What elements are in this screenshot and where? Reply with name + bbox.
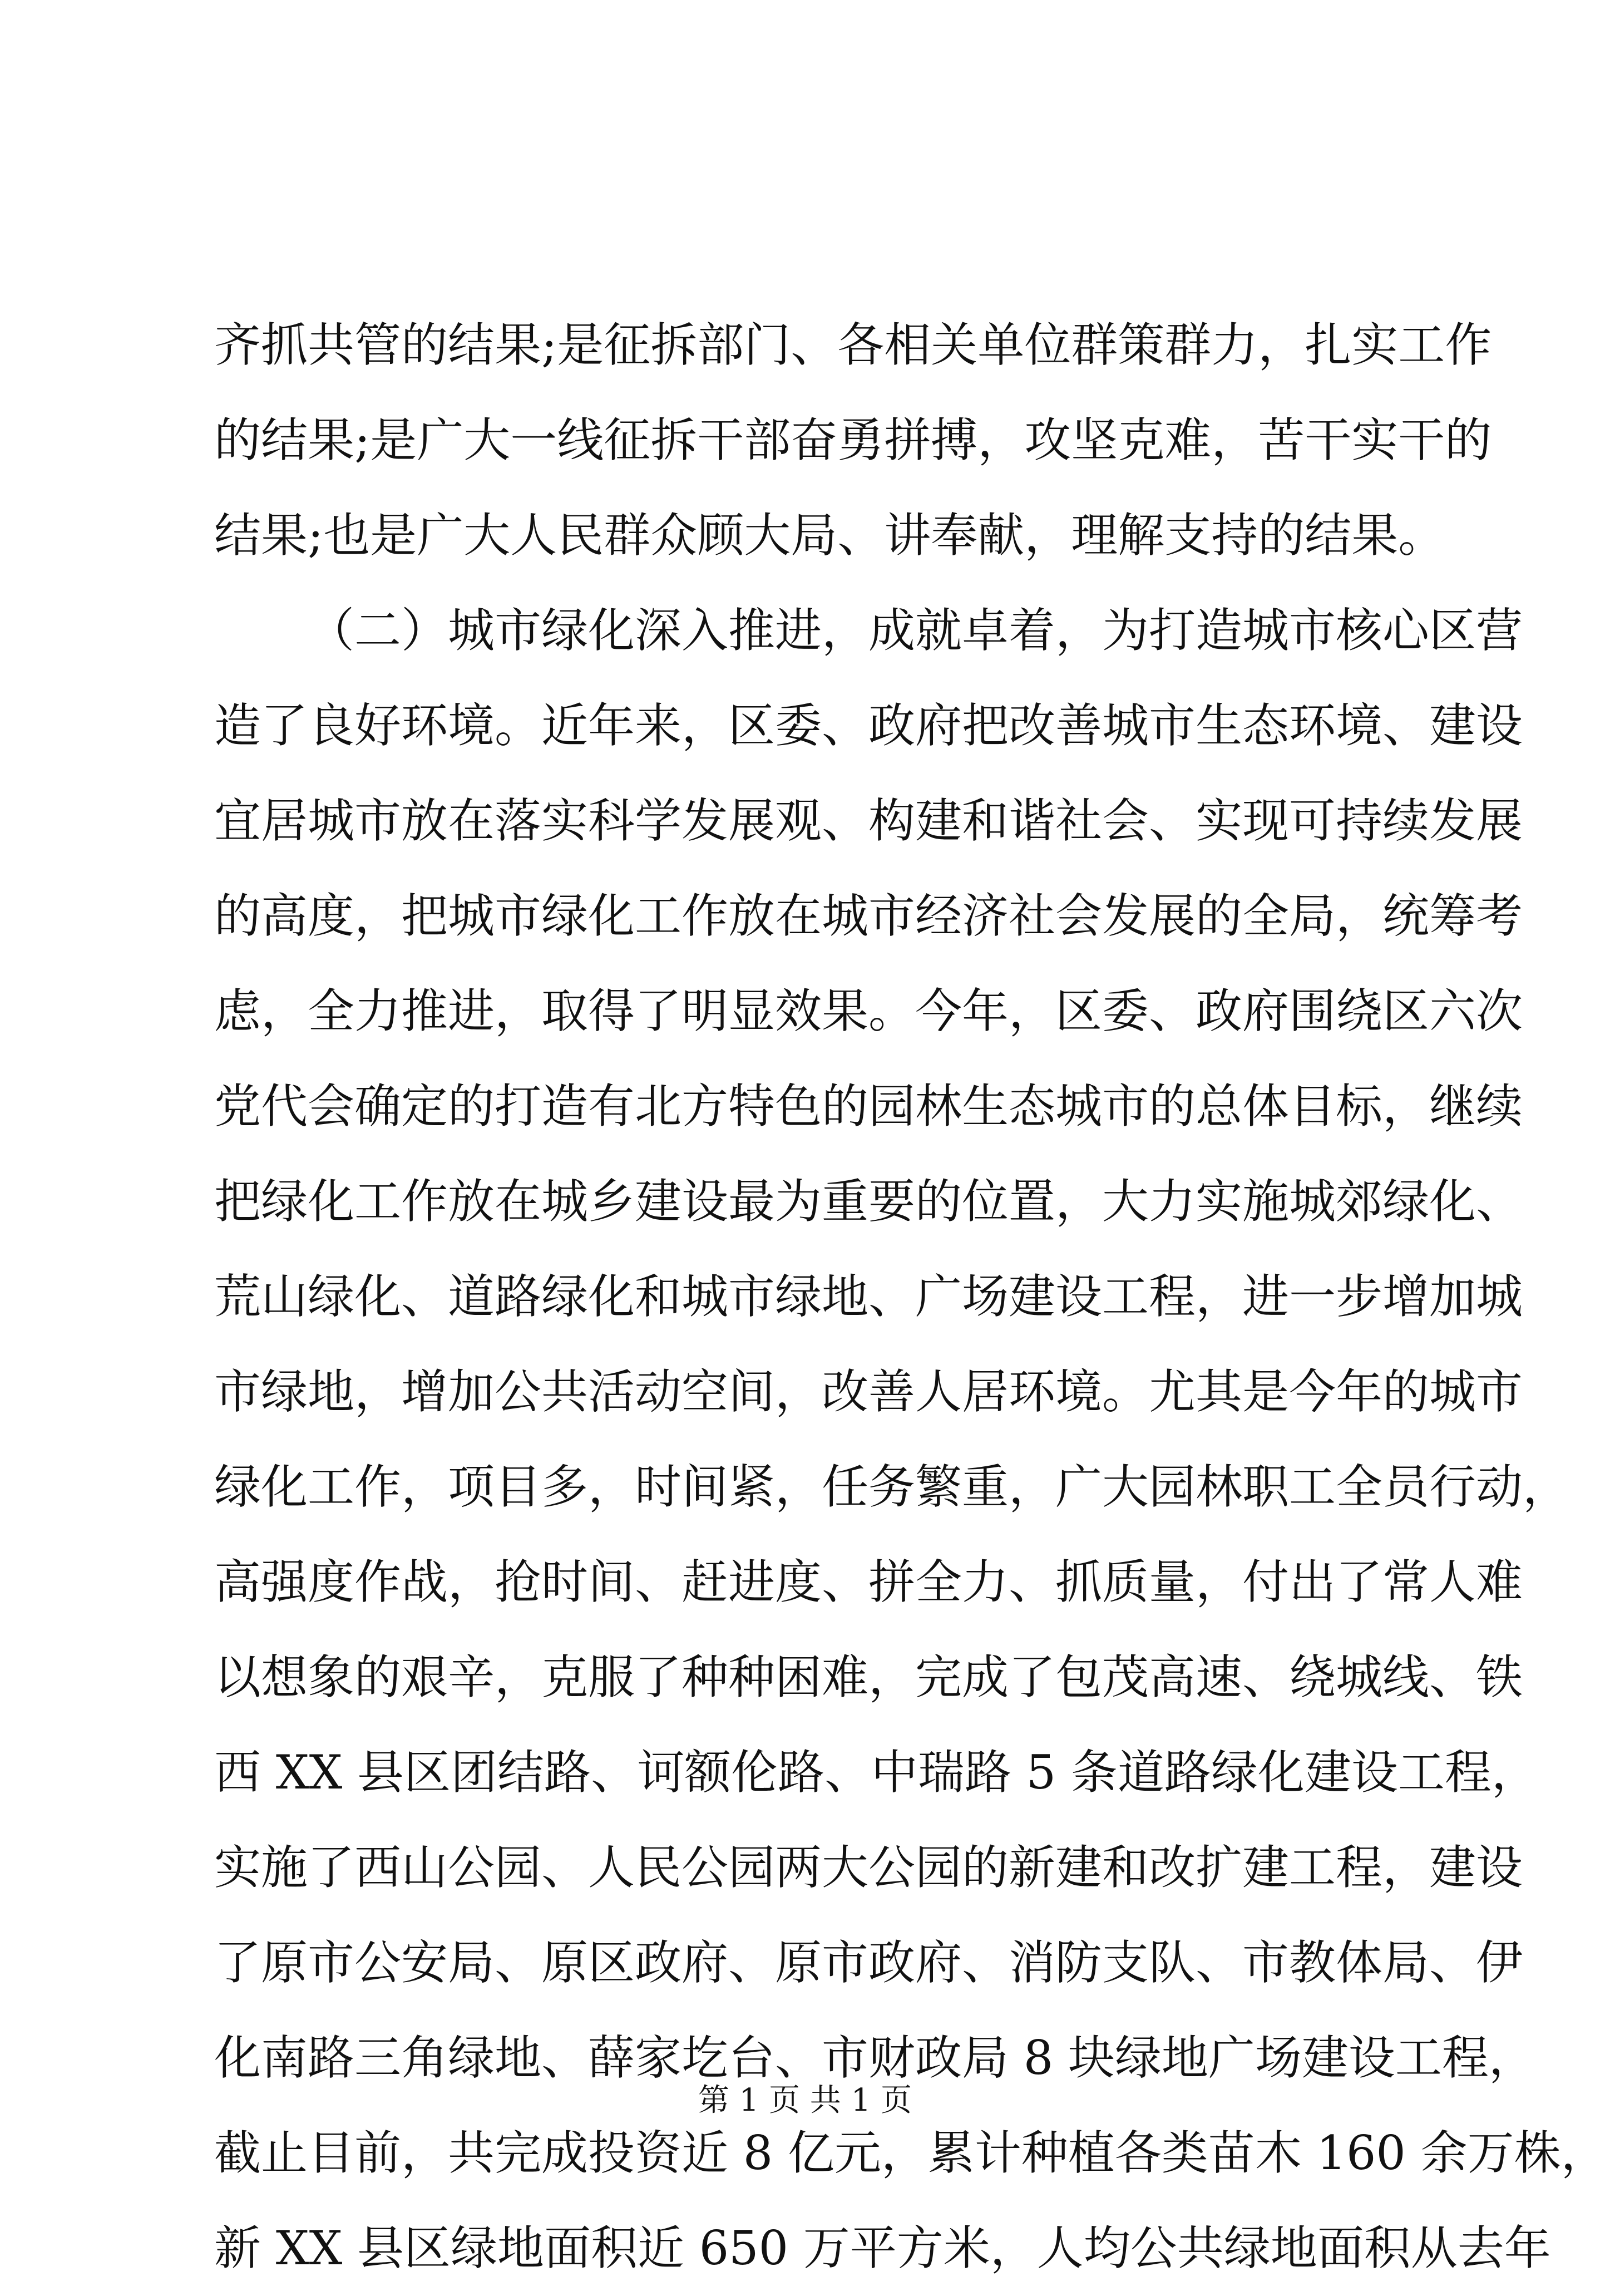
text-line: 荒山绿化、道路绿化和城市绿地、广场建设工程，进一步增加城 <box>214 1269 1523 1324</box>
text-line: 把绿化工作放在城乡建设最为重要的位置，大力实施城郊绿化、 <box>214 1174 1523 1229</box>
text-line: 虑，全力推进，取得了明显效果。今年，区委、政府围绕区六次 <box>214 984 1523 1038</box>
text-line: 截止目前，共完成投资近 8 亿元，累计种植各类苗木 160 余万株， <box>214 2126 1608 2180</box>
text-line: 党代会确定的打造有北方特色的园林生态城市的总体目标，继续 <box>214 1079 1523 1134</box>
text-line: 实施了西山公园、人民公园两大公园的新建和改扩建工程，建设 <box>214 1840 1523 1895</box>
text-line: 了原市公安局、原区政府、原市政府、消防支队、市教体局、伊 <box>214 1935 1523 1990</box>
text-line: 造了良好环境。近年来，区委、政府把改善城市生态环境、建设 <box>214 698 1523 753</box>
text-line: 新 XX 县区绿地面积近 650 万平方米，人均公共绿地面积从去年 <box>214 2221 1551 2275</box>
text-line: 高强度作战，抢时间、赶进度、拼全力、抓质量，付出了常人难 <box>214 1555 1523 1609</box>
text-line: 宜居城市放在落实科学发展观、构建和谐社会、实现可持续发展 <box>214 794 1523 848</box>
text-line: 齐抓共管的结果;是征拆部门、各相关单位群策群力，扎实工作 <box>214 318 1492 372</box>
text-line: 绿化工作，项目多，时间紧，任务繁重，广大园林职工全员行动， <box>214 1460 1570 1514</box>
body-text <box>214 298 1608 2296</box>
text-line: 的高度，把城市绿化工作放在城市经济社会发展的全局，统筹考 <box>214 889 1523 943</box>
text-line: 结果;也是广大人民群众顾大局、讲奉献，理解支持的结果。 <box>214 508 1445 563</box>
text-line: 以想象的艰辛，克服了种种困难，完成了包茂高速、绕城线、铁 <box>214 1650 1523 1704</box>
text-line: 西 XX 县区团结路、诃额伦路、中瑞路 5 条道路绿化建设工程， <box>214 1745 1538 1800</box>
text-line: 的结果;是广大一线征拆干部奋勇拼搏，攻坚克难，苦干实干的 <box>214 413 1492 467</box>
text-line: 化南路三角绿地、薛家圪台、市财政局 8 块绿地广场建设工程， <box>214 2031 1535 2085</box>
page-footer: 第 1 页 共 1 页 <box>698 2082 912 2118</box>
text-line: 市绿地，增加公共活动空间，改善人居环境。尤其是今年的城市 <box>214 1364 1523 1419</box>
paragraph-first-line: （二）城市绿化深入推进，成就卓着，为打造城市核心区营 <box>308 603 1523 658</box>
